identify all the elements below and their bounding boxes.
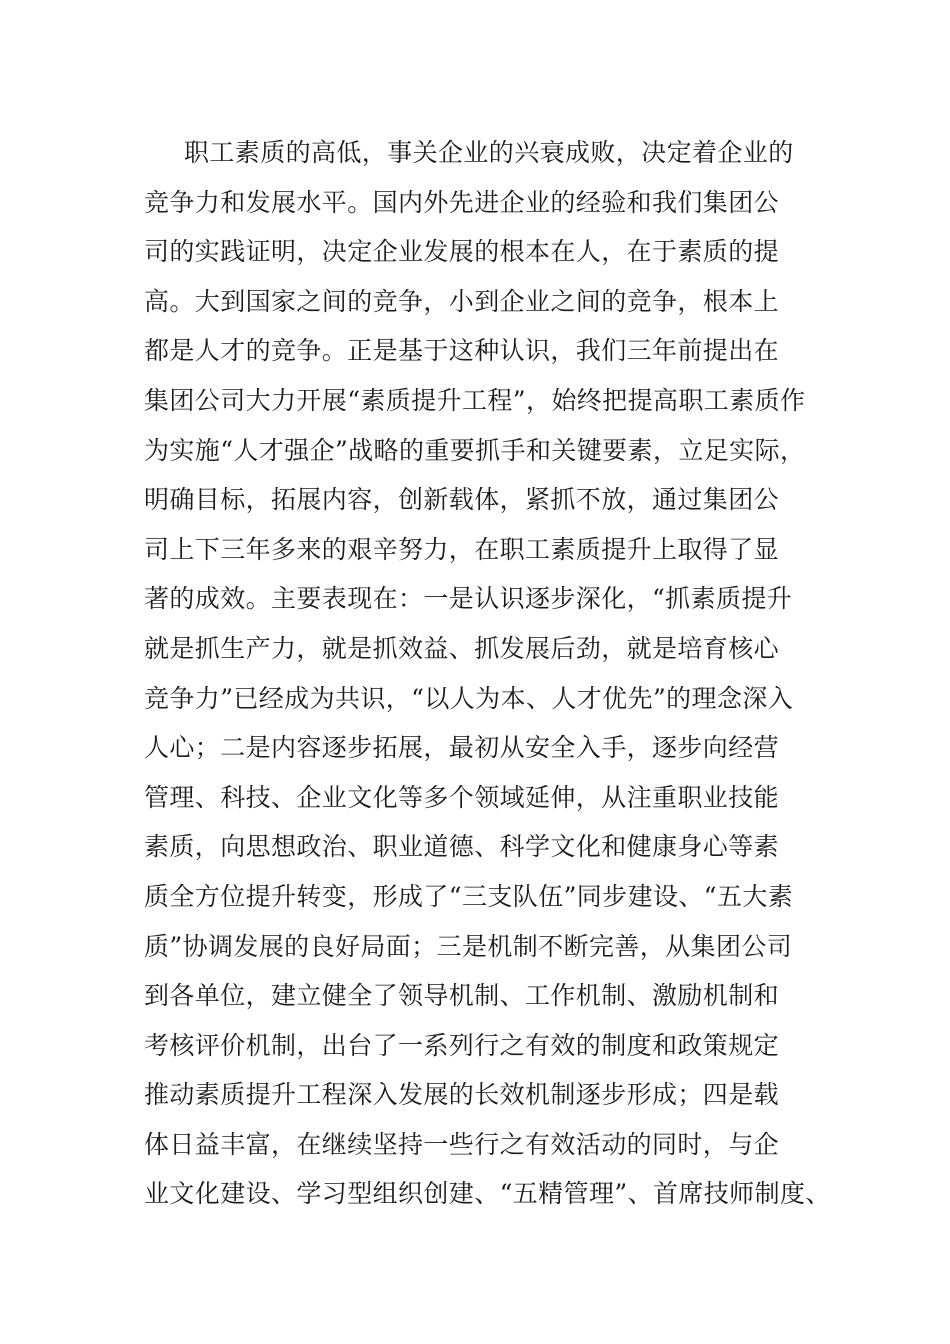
paragraph-line: 竞争力和发展水平。国内外先进企业的经验和我们集团公	[144, 187, 780, 217]
paragraph-line: 素质，向思想政治、职业道德、科学文化和健康身心等素	[144, 832, 780, 862]
paragraph-line: 体日益丰富，在继续坚持一些行之有效活动的同时，与企	[144, 1129, 780, 1159]
paragraph-line: 质全方位提升转变，形成了“三支队伍”同步建设、“五大素	[144, 881, 794, 911]
paragraph-line: 集团公司大力开展“素质提升工程”，始终把提高职工素质作	[144, 385, 806, 415]
paragraph-line: 都是人才的竞争。正是基于这种认识，我们三年前提出在	[144, 336, 780, 366]
body-paragraph	[144, 128, 831, 1219]
paragraph-line: 人心；二是内容逐步拓展，最初从安全入手，逐步向经营	[144, 733, 780, 763]
paragraph-line: 竞争力”已经成为共识，“以人为本、人才优先”的理念深入	[144, 683, 794, 713]
paragraph-line: 推动素质提升工程深入发展的长效机制逐步形成；四是载	[144, 1080, 780, 1110]
paragraph-line: 考核评价机制，出台了一系列行之有效的制度和政策规定	[144, 1030, 780, 1060]
paragraph-line: 管理、科技、企业文化等多个领域延伸，从注重职业技能	[144, 782, 780, 812]
paragraph-line: 就是抓生产力，就是抓效益、抓发展后劲，就是培育核心	[144, 633, 780, 663]
paragraph-line: 司上下三年多来的艰辛努力，在职工素质提升上取得了显	[144, 534, 780, 564]
paragraph-line: 业文化建设、学习型组织创建、“五精管理”、首席技师制度、	[144, 1179, 831, 1209]
paragraph-line: 明确目标，拓展内容，创新载体，紧抓不放，通过集团公	[144, 485, 780, 515]
paragraph-line: 质”协调发展的良好局面；三是机制不断完善，从集团公司	[144, 931, 793, 961]
paragraph-line: 高。大到国家之间的竞争，小到企业之间的竞争，根本上	[144, 286, 780, 316]
paragraph-line: 到各单位，建立健全了领导机制、工作机制、激励机制和	[144, 981, 780, 1011]
paragraph-line: 为实施“人才强企”战略的重要抓手和关键要素，立足实际，	[144, 435, 806, 465]
paragraph-line: 著的成效。主要表现在：一是认识逐步深化，“抓素质提升	[144, 584, 793, 614]
paragraph-line: 职工素质的高低，事关企业的兴衰成败，决定着企业的	[184, 138, 794, 167]
paragraph-line: 司的实践证明，决定企业发展的根本在人，在于素质的提	[144, 237, 780, 267]
